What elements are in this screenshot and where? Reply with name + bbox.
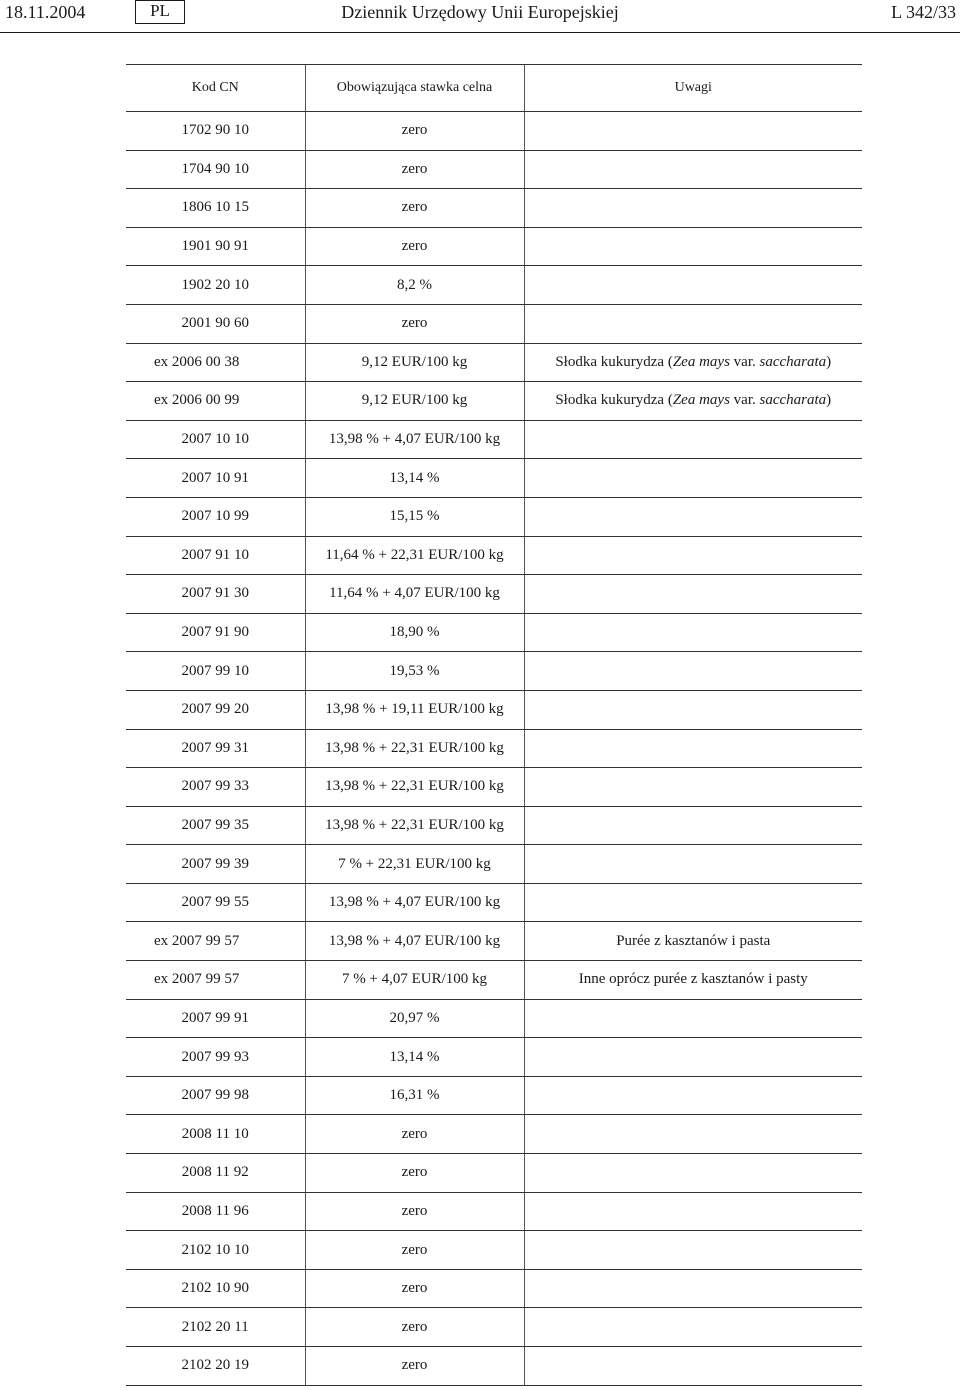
duty-rate-cell: zero: [305, 1231, 524, 1270]
duty-rate-cell: 19,53 %: [305, 652, 524, 691]
remarks-cell: [524, 227, 862, 266]
table-row: [126, 575, 862, 614]
remarks-cell: [524, 806, 862, 845]
cn-code-cell: 2102 20 19: [126, 1347, 305, 1386]
remark-text-suffix: ): [826, 392, 832, 409]
remarks-cell: [524, 112, 862, 151]
table-row: [126, 1308, 862, 1347]
cn-code-cell: 2007 91 30: [126, 575, 305, 614]
duty-rate-cell: 16,31 %: [305, 1076, 524, 1115]
remark-text-italic1: Zea mays: [672, 392, 730, 409]
remarks-cell: [524, 459, 862, 498]
cn-code-cell: 2007 91 90: [126, 613, 305, 652]
duty-rate-cell: 20,97 %: [305, 999, 524, 1038]
table-row: [126, 459, 862, 498]
duty-rate-cell: 7 % + 22,31 EUR/100 kg: [305, 845, 524, 884]
tariff-table: [126, 64, 862, 1386]
duty-rate-cell: zero: [305, 1192, 524, 1231]
table-row: [126, 690, 862, 729]
table-row: [126, 883, 862, 922]
remarks-cell: [524, 1038, 862, 1077]
column-header-remarks: Uwagi: [524, 65, 862, 112]
cn-code-cell: ex 2006 00 99: [126, 382, 305, 421]
remarks-cell: [524, 343, 862, 382]
cn-code-cell: 2102 10 10: [126, 1231, 305, 1270]
table-row: [126, 1076, 862, 1115]
remark-text-prefix: Słodka kukurydza (: [555, 392, 673, 409]
table-row: [126, 150, 862, 189]
remarks-cell: [524, 1308, 862, 1347]
language-badge: PL: [135, 0, 185, 24]
remarks-cell: [524, 883, 862, 922]
cn-code-cell: 2008 11 10: [126, 1115, 305, 1154]
cn-code-cell: 1901 90 91: [126, 227, 305, 266]
remarks-cell: [524, 382, 862, 421]
duty-rate-cell: 8,2 %: [305, 266, 524, 305]
remarks-cell: [524, 150, 862, 189]
remarks-cell: [524, 266, 862, 305]
cn-code-cell: ex 2006 00 38: [126, 343, 305, 382]
cn-code-cell: 2007 99 55: [126, 883, 305, 922]
table-row: [126, 1115, 862, 1154]
table-row: [126, 1038, 862, 1077]
duty-rate-cell: 11,64 % + 4,07 EUR/100 kg: [305, 575, 524, 614]
cn-code-cell: 1704 90 10: [126, 150, 305, 189]
remarks-cell: [524, 420, 862, 459]
table-row: [126, 112, 862, 151]
duty-rate-cell: 15,15 %: [305, 497, 524, 536]
remarks-cell: Inne oprócz purée z kasztanów i pasty: [524, 961, 862, 1000]
duty-rate-cell: zero: [305, 1269, 524, 1308]
remark-text-italic1: Zea mays: [672, 353, 730, 370]
cn-code-cell: 2007 99 39: [126, 845, 305, 884]
cn-code-cell: 1806 10 15: [126, 189, 305, 228]
duty-rate-cell: zero: [305, 227, 524, 266]
duty-rate-cell: 13,14 %: [305, 459, 524, 498]
remarks-cell: [524, 845, 862, 884]
duty-rate-cell: 13,98 % + 4,07 EUR/100 kg: [305, 922, 524, 961]
table-row: [126, 304, 862, 343]
table-row: [126, 729, 862, 768]
cn-code-cell: 2007 10 10: [126, 420, 305, 459]
table-row: [126, 382, 862, 421]
duty-rate-cell: zero: [305, 1347, 524, 1386]
cn-code-cell: 2102 10 90: [126, 1269, 305, 1308]
table-row: [126, 652, 862, 691]
column-header-cn-code: Kod CN: [126, 65, 305, 112]
remarks-cell: [524, 768, 862, 807]
cn-code-cell: 1902 20 10: [126, 266, 305, 305]
cn-code-cell: ex 2007 99 57: [126, 922, 305, 961]
page-reference: L 342/33: [891, 2, 956, 22]
cn-code-cell: 2007 99 10: [126, 652, 305, 691]
table-row: [126, 420, 862, 459]
cn-code-cell: 2007 99 93: [126, 1038, 305, 1077]
table-row: [126, 961, 862, 1000]
table-row: [126, 1154, 862, 1193]
duty-rate-cell: zero: [305, 150, 524, 189]
cn-code-cell: 2007 10 91: [126, 459, 305, 498]
remarks-cell: [524, 304, 862, 343]
cn-code-cell: 2102 20 11: [126, 1308, 305, 1347]
table-row: [126, 497, 862, 536]
duty-rate-cell: 13,98 % + 22,31 EUR/100 kg: [305, 806, 524, 845]
table-row: [126, 536, 862, 575]
duty-rate-cell: 13,98 % + 19,11 EUR/100 kg: [305, 690, 524, 729]
duty-rate-cell: zero: [305, 189, 524, 228]
cn-code-cell: 2008 11 96: [126, 1192, 305, 1231]
table-body: [126, 112, 862, 1386]
remark-text-suffix: ): [826, 353, 832, 370]
remarks-cell: [524, 1154, 862, 1193]
duty-rate-cell: 13,98 % + 22,31 EUR/100 kg: [305, 768, 524, 807]
duty-rate-cell: zero: [305, 112, 524, 151]
cn-code-cell: 2007 10 99: [126, 497, 305, 536]
table-row: [126, 227, 862, 266]
cn-code-cell: 1702 90 10: [126, 112, 305, 151]
duty-rate-cell: 13,98 % + 4,07 EUR/100 kg: [305, 883, 524, 922]
duty-rate-cell: zero: [305, 304, 524, 343]
duty-rate-cell: zero: [305, 1154, 524, 1193]
remarks-cell: Purée z kasztanów i pasta: [524, 922, 862, 961]
remark-text-prefix: Słodka kukurydza (: [555, 353, 673, 370]
table-row: [126, 845, 862, 884]
remarks-cell: [524, 1192, 862, 1231]
table-header-row: [126, 65, 862, 112]
remarks-cell: [524, 189, 862, 228]
remarks-cell: [524, 497, 862, 536]
remarks-cell: [524, 652, 862, 691]
table-row: [126, 999, 862, 1038]
remarks-cell: [524, 1269, 862, 1308]
remark-text-middle: var.: [729, 353, 760, 370]
remarks-cell: [524, 575, 862, 614]
duty-rate-cell: zero: [305, 1308, 524, 1347]
remarks-cell: [524, 1076, 862, 1115]
remarks-cell: [524, 729, 862, 768]
remark-text-italic2: saccharata: [759, 353, 827, 370]
duty-rate-cell: 13,14 %: [305, 1038, 524, 1077]
remark-text-italic2: saccharata: [759, 392, 827, 409]
table-row: [126, 806, 862, 845]
duty-rate-cell: 9,12 EUR/100 kg: [305, 343, 524, 382]
duty-rate-cell: 13,98 % + 4,07 EUR/100 kg: [305, 420, 524, 459]
remarks-cell: [524, 1115, 862, 1154]
cn-code-cell: 2007 99 31: [126, 729, 305, 768]
table-row: [126, 1231, 862, 1270]
duty-rate-cell: 9,12 EUR/100 kg: [305, 382, 524, 421]
table-row: [126, 1347, 862, 1386]
journal-title: Dziennik Urzędowy Unii Europejskiej: [341, 2, 619, 22]
table-row: [126, 613, 862, 652]
cn-code-cell: 2007 99 91: [126, 999, 305, 1038]
remarks-cell: [524, 690, 862, 729]
duty-rate-cell: 7 % + 4,07 EUR/100 kg: [305, 961, 524, 1000]
table-row: [126, 1269, 862, 1308]
cn-code-cell: ex 2007 99 57: [126, 961, 305, 1000]
cn-code-cell: 2007 99 98: [126, 1076, 305, 1115]
remarks-cell: [524, 613, 862, 652]
duty-rate-cell: 11,64 % + 22,31 EUR/100 kg: [305, 536, 524, 575]
cn-code-cell: 2007 99 20: [126, 690, 305, 729]
table-row: [126, 266, 862, 305]
duty-rate-cell: zero: [305, 1115, 524, 1154]
remarks-cell: [524, 999, 862, 1038]
table-row: [126, 343, 862, 382]
table-row: [126, 768, 862, 807]
remarks-cell: [524, 1231, 862, 1270]
cn-code-cell: 2007 99 33: [126, 768, 305, 807]
remarks-cell: [524, 1347, 862, 1386]
table-row: [126, 189, 862, 228]
publication-date: 18.11.2004: [5, 2, 86, 22]
remark-text-middle: var.: [729, 392, 760, 409]
remarks-cell: [524, 536, 862, 575]
cn-code-cell: 2001 90 60: [126, 304, 305, 343]
table-row: [126, 922, 862, 961]
cn-code-cell: 2008 11 92: [126, 1154, 305, 1193]
header-rule: [0, 32, 960, 33]
table-row: [126, 1192, 862, 1231]
cn-code-cell: 2007 91 10: [126, 536, 305, 575]
cn-code-cell: 2007 99 35: [126, 806, 305, 845]
duty-rate-cell: 13,98 % + 22,31 EUR/100 kg: [305, 729, 524, 768]
duty-rate-cell: 18,90 %: [305, 613, 524, 652]
page-header: [0, 0, 960, 34]
column-header-duty-rate: Obowiązująca stawka celna: [305, 65, 524, 112]
